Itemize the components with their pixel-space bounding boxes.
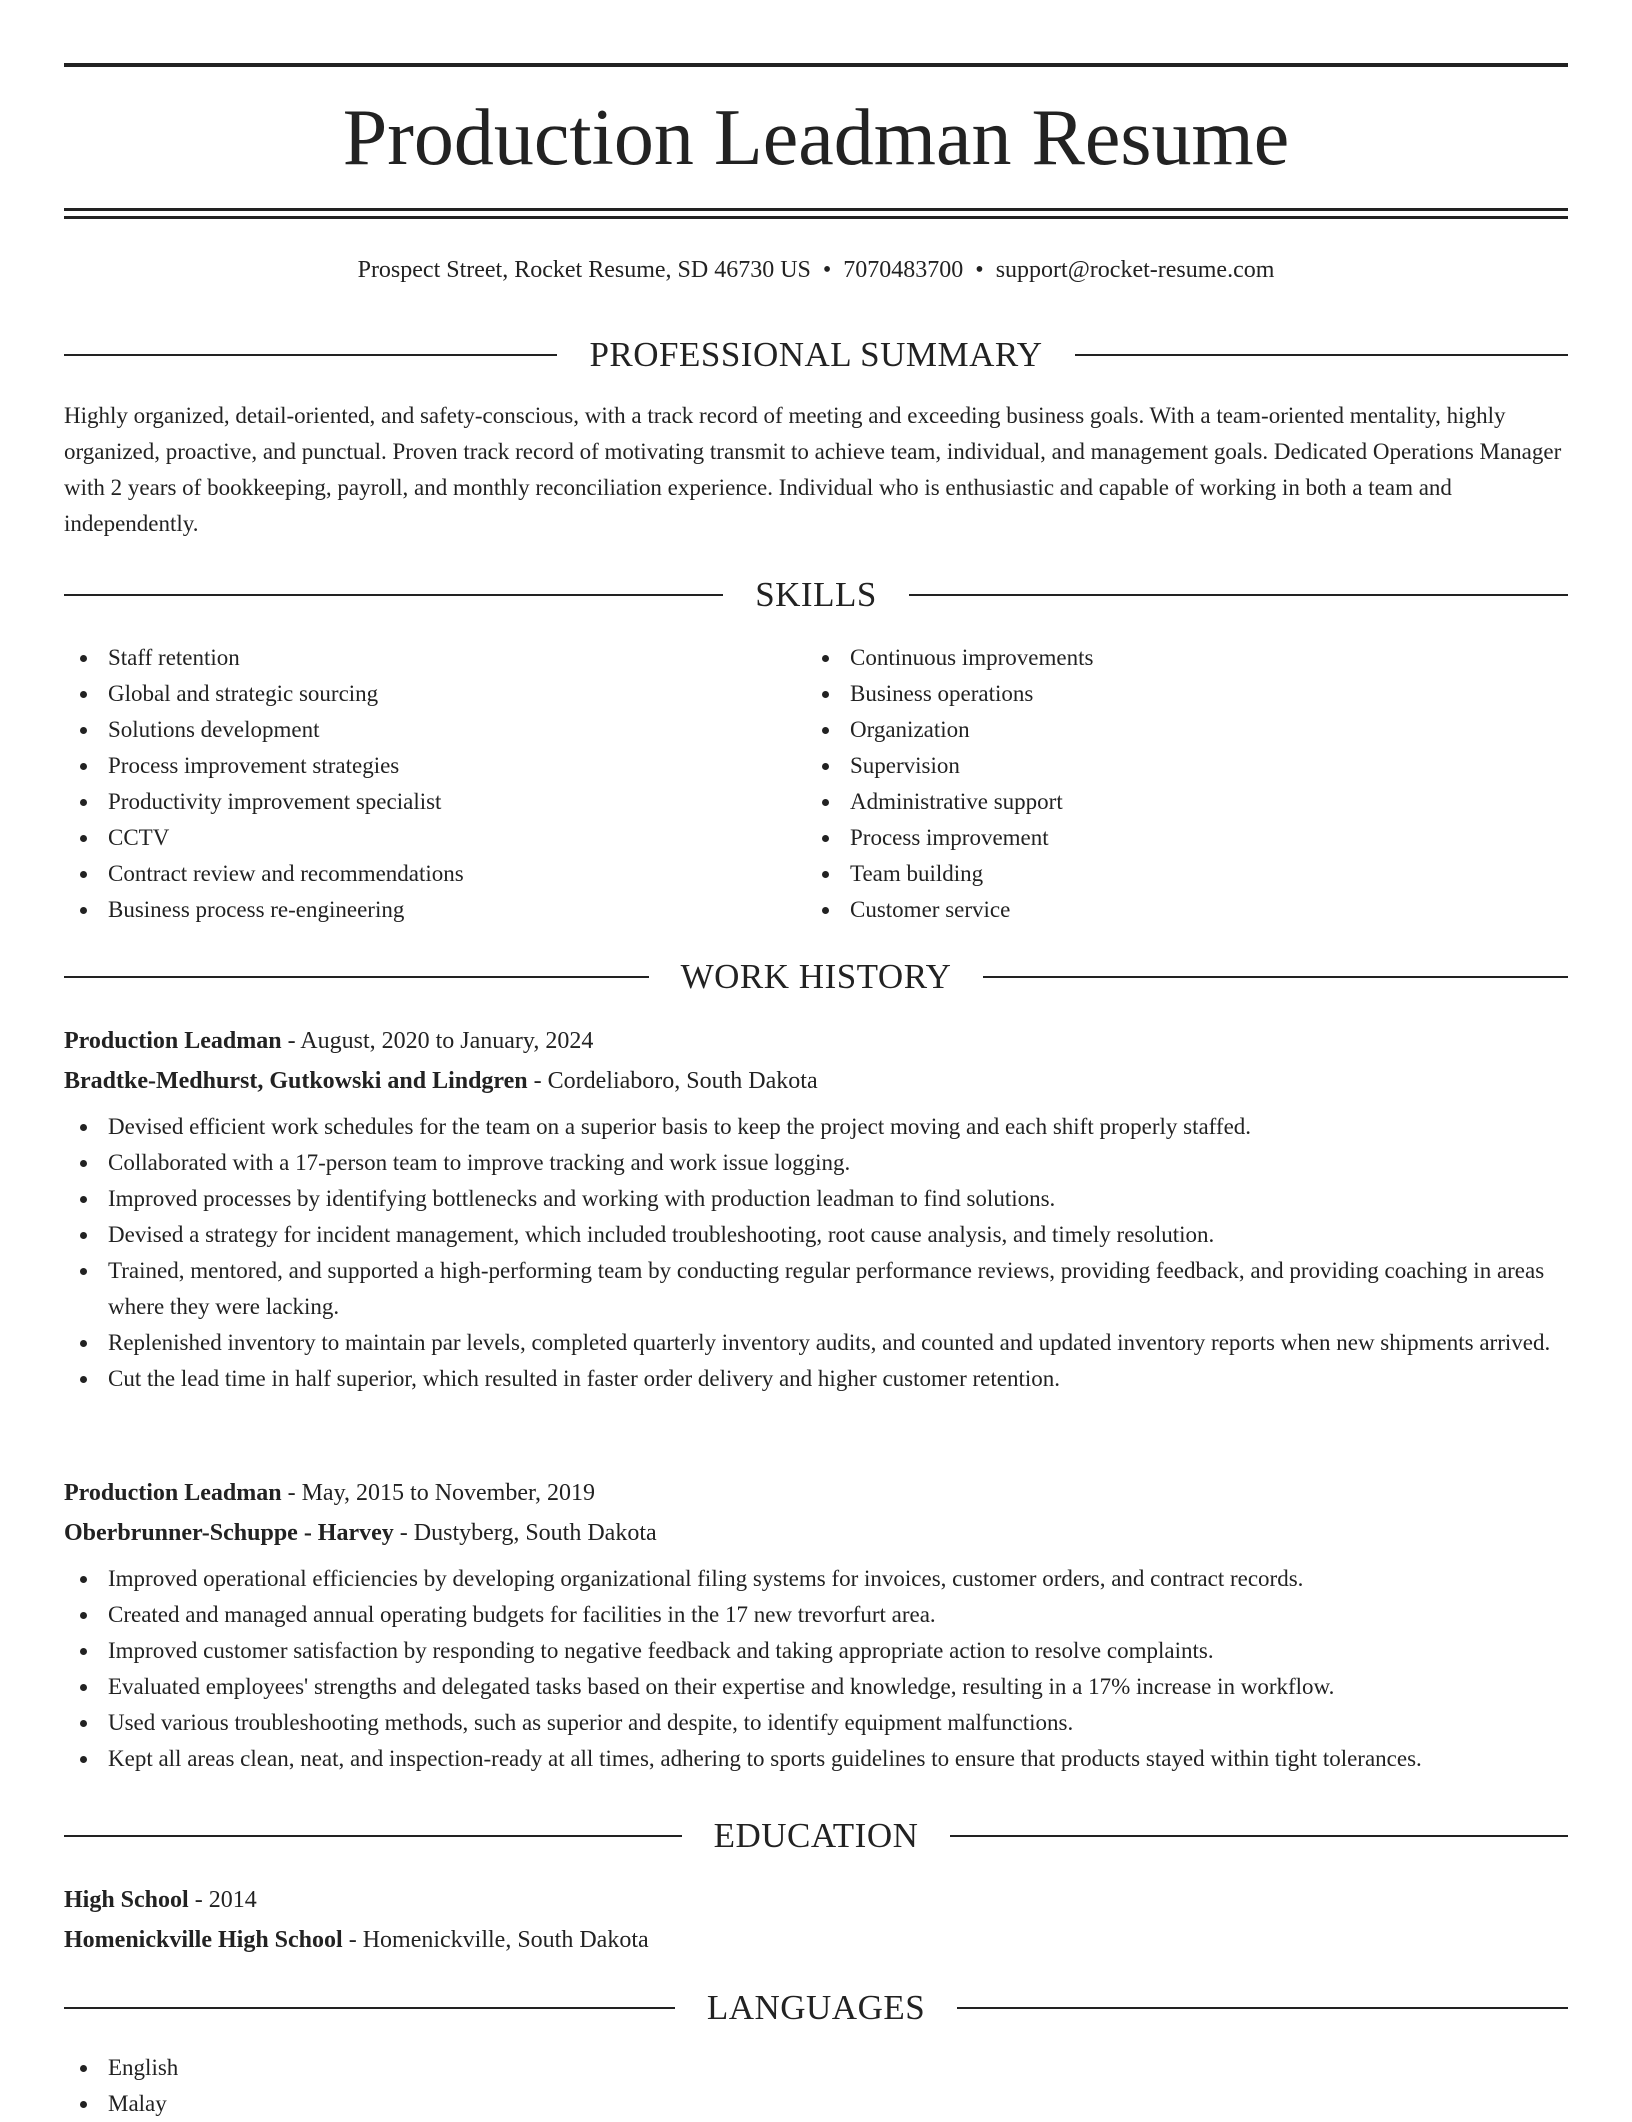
skills-column-left <box>64 640 764 928</box>
contact-separator: • <box>975 257 984 283</box>
job-duty-item: Improved operational efficiencies by developing organizational filing systems for invoices, customer orders, and contract records. <box>64 1561 1568 1597</box>
contact-line <box>64 254 1568 286</box>
section-header-summary <box>64 333 1568 377</box>
skills-column-right <box>806 640 1506 928</box>
section-rule <box>64 594 723 596</box>
job-duty-item: Devised a strategy for incident management, which included troubleshooting, root cause analysis, and timely resolution. <box>64 1217 1568 1253</box>
job-duty-item: Replenished inventory to maintain par levels, completed quarterly inventory audits, and counted and updated inventory reports when new shipments arrived. <box>64 1325 1568 1361</box>
skill-item: Staff retention <box>64 640 764 676</box>
section-header-work <box>64 955 1568 999</box>
section-rule <box>950 1835 1568 1837</box>
section-header-skills <box>64 573 1568 617</box>
education-school-line <box>64 1920 1568 1960</box>
section-title-education: EDUCATION <box>713 1816 919 1855</box>
skill-item: Process improvement strategies <box>64 748 764 784</box>
skill-item: Process improvement <box>806 820 1506 856</box>
education-school: Homenickville High School <box>64 1927 343 1953</box>
job-company-line <box>64 1513 1568 1553</box>
languages-list <box>64 2050 764 2122</box>
skill-item: Solutions development <box>64 712 764 748</box>
job-duty-item: Improved processes by identifying bottlenecks and working with production leadman to find solutions. <box>64 1181 1568 1217</box>
section-rule <box>64 976 649 978</box>
job-duties-list <box>64 1561 1568 1777</box>
section-title-skills: SKILLS <box>755 575 877 614</box>
section-title-summary: PROFESSIONAL SUMMARY <box>589 335 1043 374</box>
section-rule <box>64 1835 682 1837</box>
job-duty-item: Trained, mentored, and supported a high-performing team by conducting regular performance reviews, providing feedback, and providing coaching in areas where they were lacking. <box>64 1253 1568 1325</box>
section-rule <box>1075 354 1568 356</box>
skill-item: Global and strategic sourcing <box>64 676 764 712</box>
skill-item: Administrative support <box>806 784 1506 820</box>
dash: - <box>281 1028 301 1054</box>
job-company-line <box>64 1061 1568 1101</box>
title-rule-upper <box>64 208 1568 211</box>
skill-item: Team building <box>806 856 1506 892</box>
skill-item: Business operations <box>806 676 1506 712</box>
education-degree: High School <box>64 1887 189 1913</box>
skill-item: Organization <box>806 712 1506 748</box>
skill-item: Contract review and recommendations <box>64 856 764 892</box>
job-title-line <box>64 1473 1568 1513</box>
dash: - <box>527 1068 548 1094</box>
job-title-line <box>64 1021 1568 1061</box>
dash: - <box>393 1520 414 1546</box>
contact-separator: • <box>822 257 832 283</box>
job-company: Oberbrunner-Schuppe - Harvey <box>64 1520 394 1546</box>
section-rule <box>64 354 557 356</box>
contact-address: Prospect Street, Rocket Resume, SD 46730 US <box>357 257 811 283</box>
education-entry <box>64 1880 1568 1960</box>
job-duty-item: Collaborated with a 17-person team to improve tracking and work issue logging. <box>64 1145 1568 1181</box>
resume-title: Production Leadman Resume <box>342 94 1290 182</box>
job-title: Production Leadman <box>64 1480 282 1506</box>
title-rule-lower <box>64 216 1568 219</box>
skill-item: Continuous improvements <box>806 640 1506 676</box>
education-year: 2014 <box>208 1887 257 1913</box>
skill-item: CCTV <box>64 820 764 856</box>
language-item: English <box>64 2050 764 2086</box>
section-rule <box>983 976 1568 978</box>
contact-email: support@rocket-resume.com <box>995 257 1275 283</box>
job-duty-item: Cut the lead time in half superior, which resulted in faster order delivery and higher customer retention. <box>64 1361 1568 1397</box>
job-duty-item: Kept all areas clean, neat, and inspection-ready at all times, adhering to sports guidelines to ensure that products stayed within tight tolerances. <box>64 1741 1568 1777</box>
section-title-languages: LANGUAGES <box>706 1988 926 2027</box>
job-duty-item: Devised efficient work schedules for the team on a superior basis to keep the project moving and each shift properly staffed. <box>64 1109 1568 1145</box>
job-location: Cordeliaboro, South Dakota <box>547 1068 818 1094</box>
job-duty-item: Evaluated employees' strengths and delegated tasks based on their expertise and knowledge, resulting in a 17% increase in workflow. <box>64 1669 1568 1705</box>
skills-list-right <box>806 640 1506 928</box>
section-title-work: WORK HISTORY <box>680 957 952 996</box>
section-header-languages <box>64 1986 1568 2030</box>
dash: - <box>281 1480 302 1506</box>
dash: - <box>342 1927 363 1953</box>
summary-text: Highly organized, detail-oriented, and safety-conscious, with a track record of meeting and exceeding business goals. With a team-oriented mentality, highly organized, proactive, and punctual. Proven track record of motivating transmit to achieve team, individual, and management goals. Dedicated Operations Manager with 2 years of bookkeeping, payroll, and monthly reconciliation experience. Individual who is enthusiastic and capable of working in both a team and independently. <box>64 403 1562 536</box>
skill-item: Productivity improvement specialist <box>64 784 764 820</box>
dash: - <box>188 1887 209 1913</box>
language-item: Malay <box>64 2086 764 2122</box>
job-title: Production Leadman <box>64 1028 282 1054</box>
top-rule <box>64 63 1568 67</box>
job-dates: August, 2020 to January, 2024 <box>300 1028 594 1054</box>
job-duty-item: Created and managed annual operating budgets for facilities in the 17 new trevorfurt area. <box>64 1597 1568 1633</box>
job-duty-item: Used various troubleshooting methods, such as superior and despite, to identify equipment malfunctions. <box>64 1705 1568 1741</box>
job-entry <box>64 1021 1568 1397</box>
skill-item: Supervision <box>806 748 1506 784</box>
job-location: Dustyberg, South Dakota <box>413 1520 657 1546</box>
job-company: Bradtke-Medhurst, Gutkowski and Lindgren <box>64 1068 528 1094</box>
contact-phone: 7070483700 <box>843 257 964 283</box>
languages-block <box>64 2050 764 2122</box>
section-header-education <box>64 1814 1568 1858</box>
job-dates: May, 2015 to November, 2019 <box>301 1480 596 1506</box>
section-rule <box>64 2007 675 2009</box>
skill-item: Customer service <box>806 892 1506 928</box>
job-entry <box>64 1473 1568 1777</box>
job-duty-item: Improved customer satisfaction by responding to negative feedback and taking appropriate action to resolve complaints. <box>64 1633 1568 1669</box>
section-rule <box>957 2007 1568 2009</box>
education-location: Homenickville, South Dakota <box>362 1927 649 1953</box>
skill-item: Business process re-engineering <box>64 892 764 928</box>
skills-list-left <box>64 640 764 928</box>
education-degree-line <box>64 1880 1568 1920</box>
job-duties-list <box>64 1109 1568 1397</box>
section-rule <box>909 594 1568 596</box>
